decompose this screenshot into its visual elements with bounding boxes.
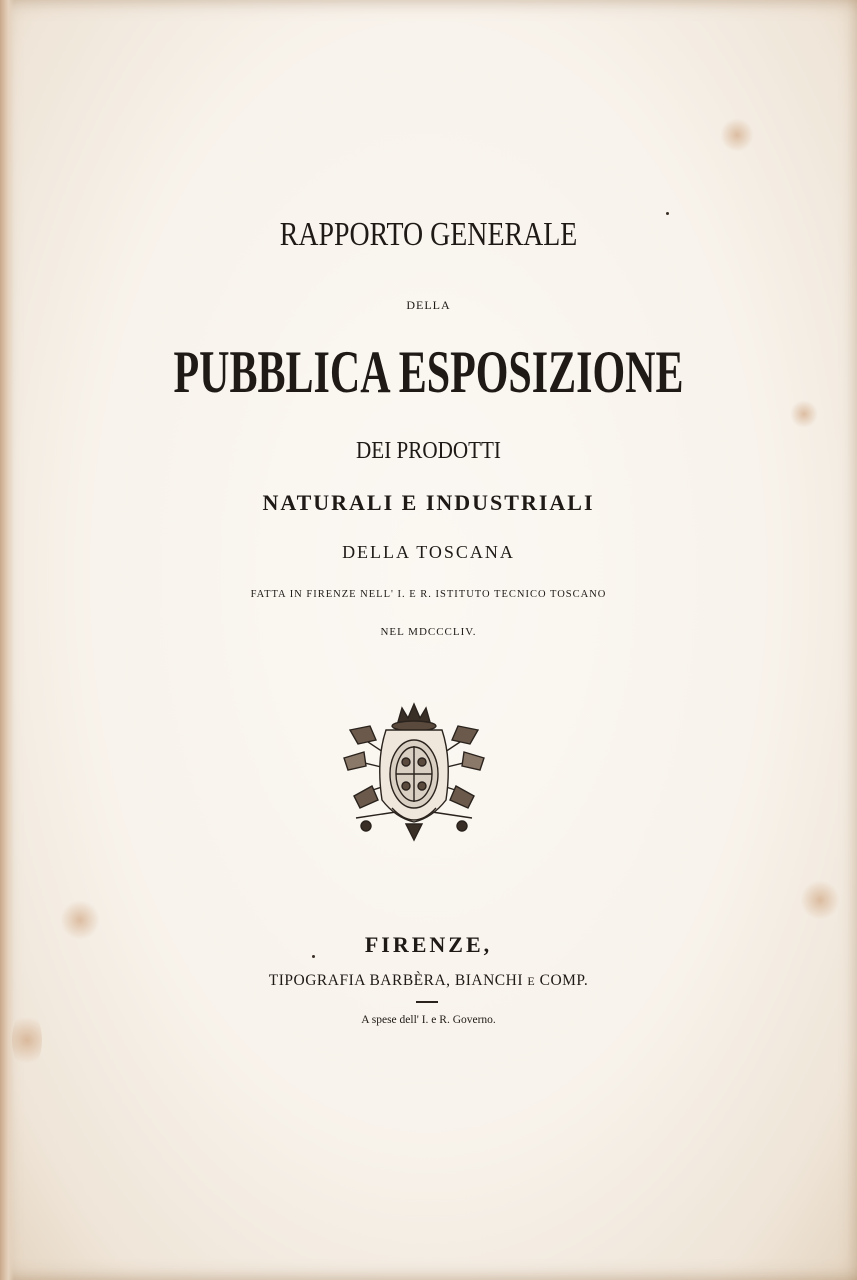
title-line-della-toscana: DELLA TOSCANA — [342, 542, 515, 562]
coat-of-arms-icon — [336, 700, 492, 845]
imprint-publisher-main: TIPOGRAFIA BARBÈRA, BIANCHI — [268, 972, 524, 989]
ink-speck — [666, 212, 669, 215]
imprint-publisher-e: E — [527, 974, 536, 988]
imprint-city: FIRENZE, — [364, 932, 493, 957]
title-line-rapporto-generale: RAPPORTO GENERALE — [279, 216, 578, 253]
foxing-stain — [800, 880, 840, 920]
imprint-publisher-comp: COMP. — [539, 972, 589, 989]
foxing-stain — [720, 118, 754, 152]
title-line-della: DELLA — [406, 298, 451, 312]
foxing-stain — [790, 400, 818, 428]
title-line-year: NEL MDCCCLIV. — [380, 626, 477, 638]
title-line-pubblica-esposizione: PUBBLICA ESPOSIZIONE — [173, 339, 684, 405]
imprint-divider — [416, 1001, 438, 1003]
page-edge-shading — [0, 0, 14, 1280]
title-line-naturali-e-industriali: NATURALI E INDUSTRIALI — [262, 490, 595, 515]
title-line-dei-prodotti: DEI PRODOTTI — [356, 438, 501, 464]
imprint-funding-note: A spese dell' I. e R. Governo. — [361, 1014, 496, 1026]
imprint-publisher — [0, 972, 857, 990]
title-line-fatta-in-firenze: FATTA IN FIRENZE NELL' I. E R. ISTITUTO TECNICO TOSCANO — [250, 589, 607, 600]
